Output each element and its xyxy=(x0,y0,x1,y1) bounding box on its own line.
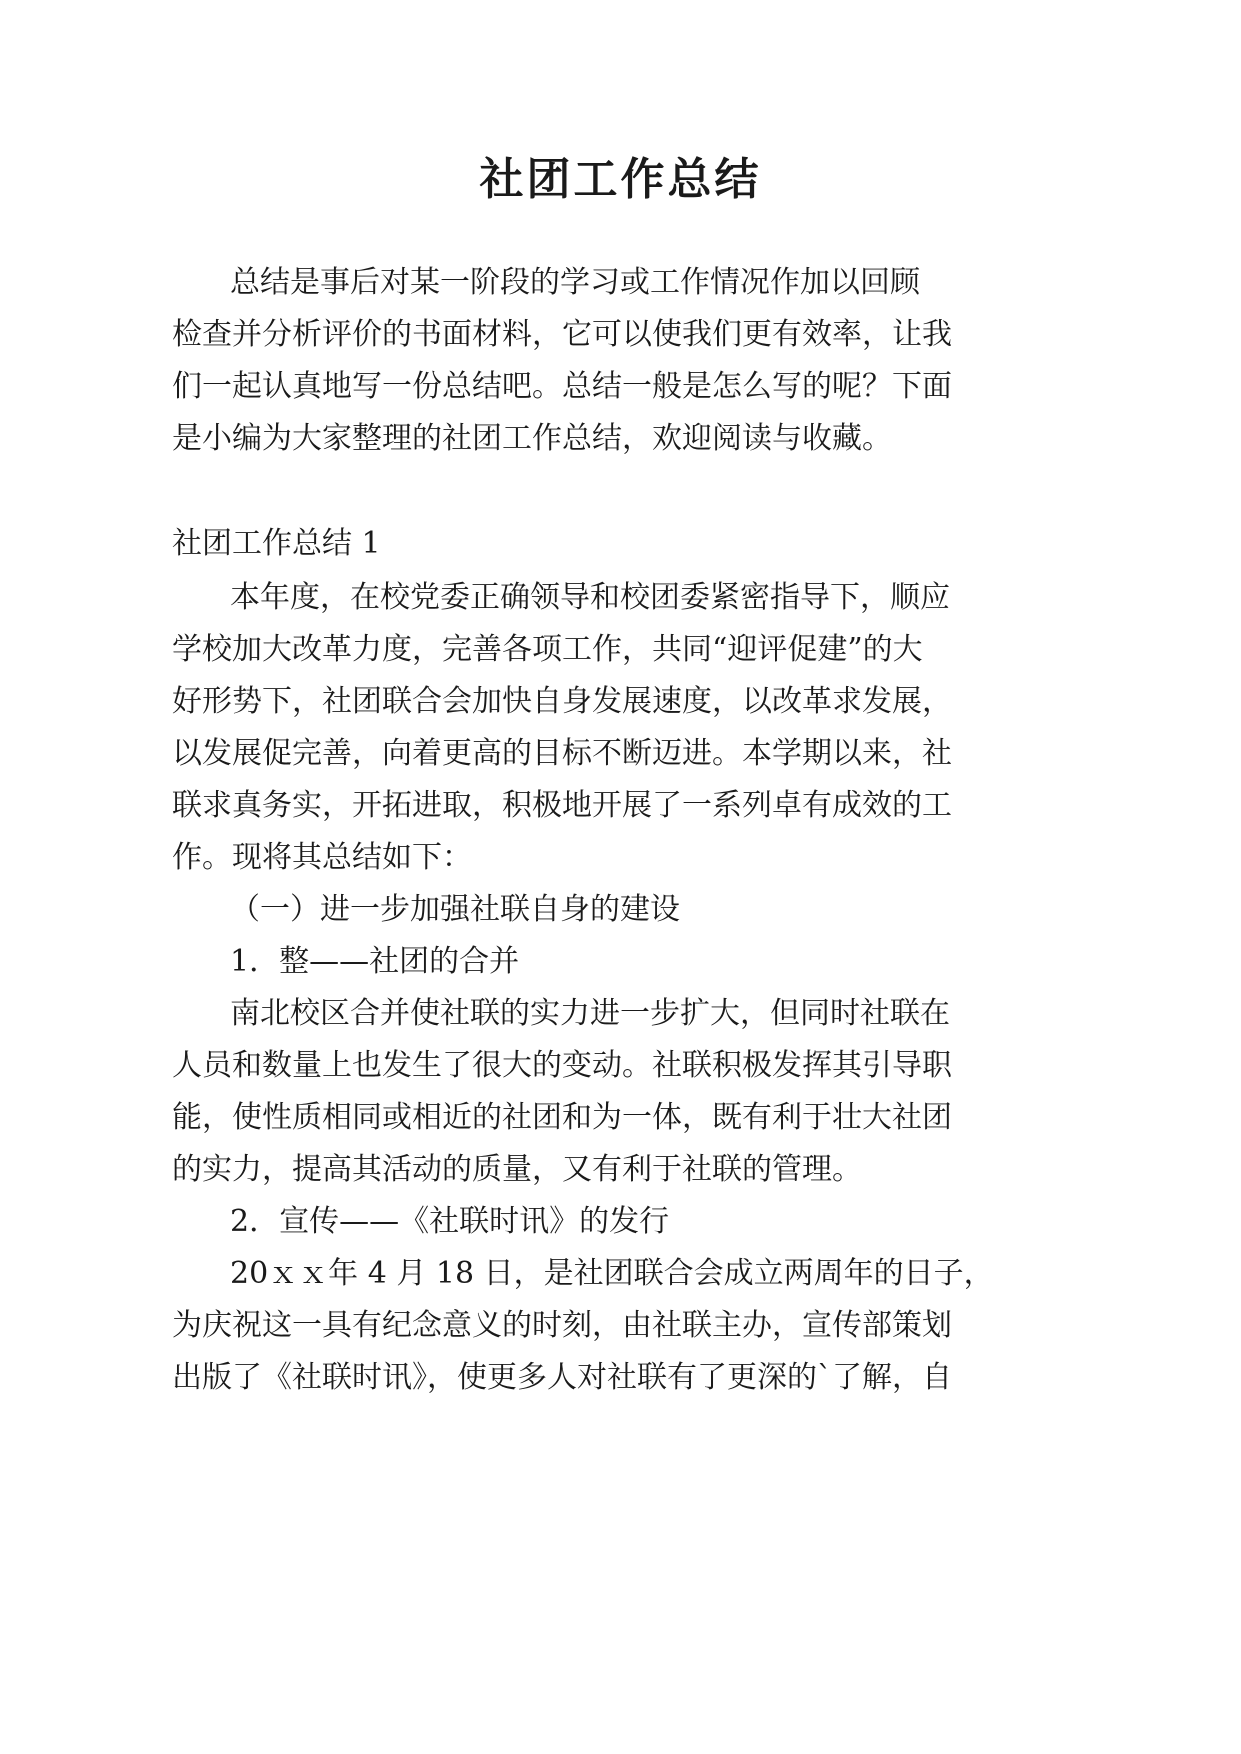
item-heading: 2．宣传——《社联时讯》的发行 xyxy=(230,1204,670,1239)
paragraph-line: 好形势下，社团联合会加快自身发展速度，以改革求发展， xyxy=(172,684,952,719)
paragraph-line: 20ｘｘ年 4 月 18 日，是社团联合会成立两周年的日子， xyxy=(230,1256,994,1291)
paragraph-line: 出版了《社联时讯》，使更多人对社联有了更深的`了解，自 xyxy=(172,1360,952,1395)
paragraph-line: 为庆祝这一具有纪念意义的时刻，由社联主办，宣传部策划 xyxy=(172,1308,952,1343)
section-heading: 社团工作总结 1 xyxy=(172,526,381,561)
paragraph-line: 人员和数量上也发生了很大的变动。社联积极发挥其引导职 xyxy=(172,1048,952,1083)
document-title: 社团工作总结 xyxy=(479,154,762,205)
item-heading: 1．整——社团的合并 xyxy=(230,944,520,979)
intro-line: 是小编为大家整理的社团工作总结，欢迎阅读与收藏。 xyxy=(172,421,892,456)
paragraph-line: 联求真务实，开拓进取，积极地开展了一系列卓有成效的工 xyxy=(172,788,952,823)
intro-line: 总结是事后对某一阶段的学习或工作情况作加以回顾 xyxy=(230,265,920,300)
paragraph-line: 学校加大改革力度，完善各项工作，共同“迎评促建”的大 xyxy=(172,632,923,667)
paragraph-line: 以发展促完善，向着更高的目标不断迈进。本学期以来，社 xyxy=(172,736,952,771)
paragraph-line: 作。现将其总结如下： xyxy=(172,840,472,875)
intro-line: 们一起认真地写一份总结吧。总结一般是怎么写的呢？下面 xyxy=(172,369,952,404)
paragraph-line: 能，使性质相同或相近的社团和为一体，既有利于壮大社团 xyxy=(172,1100,952,1135)
paragraph-line: 的实力，提高其活动的质量，又有利于社联的管理。 xyxy=(172,1152,862,1187)
paragraph-line: 本年度，在校党委正确领导和校团委紧密指导下，顺应 xyxy=(230,580,950,615)
paragraph-line: 南北校区合并使社联的实力进一步扩大，但同时社联在 xyxy=(230,996,950,1031)
intro-line: 检查并分析评价的书面材料，它可以使我们更有效率，让我 xyxy=(172,317,952,352)
subheading: （一）进一步加强社联自身的建设 xyxy=(230,892,680,927)
